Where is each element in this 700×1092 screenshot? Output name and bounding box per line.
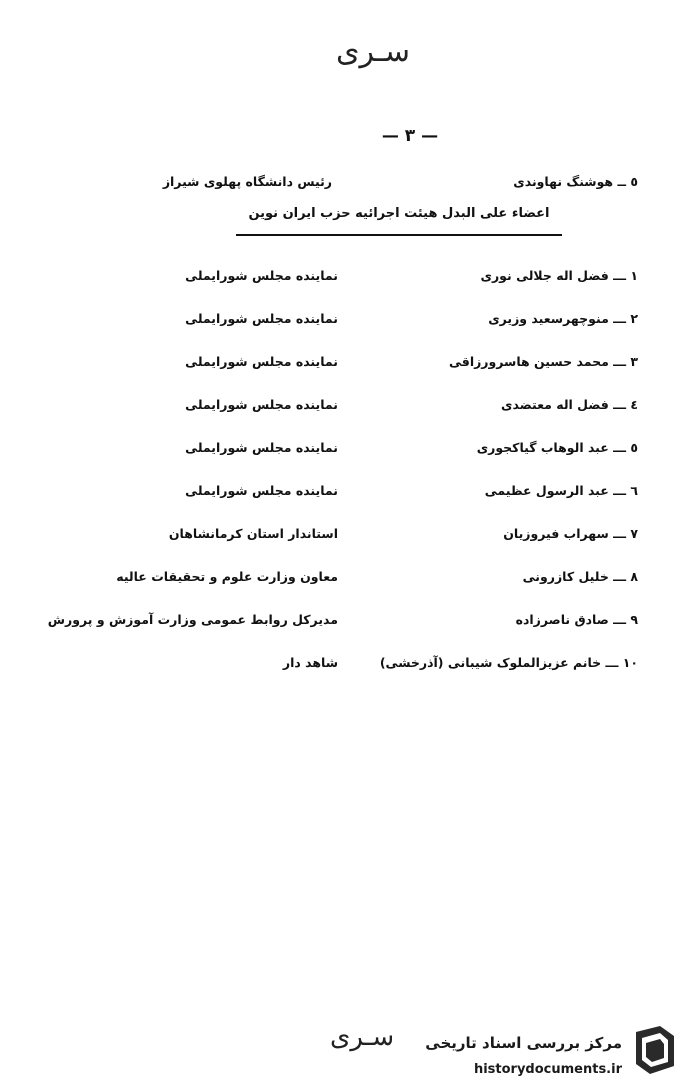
member-name	[516, 612, 638, 627]
member-role: نماینده مجلس شورایملی	[185, 397, 338, 412]
section-heading-underline	[236, 234, 562, 236]
member-row	[0, 393, 700, 423]
member-name-text: ـــ خانم عزیزالملوک شیبانی (آذرخشی)	[379, 655, 619, 670]
member-row	[0, 565, 700, 595]
member-number: ٥	[630, 440, 638, 455]
member-name	[523, 569, 638, 584]
member-name-text: ـــ صادق ناصرزاده	[515, 612, 626, 627]
archive-logo-icon	[630, 1022, 680, 1078]
member-row	[0, 264, 700, 294]
member-name-text: ـــ خلیل کازرونی	[522, 569, 626, 584]
member-role: نماینده مجلس شورایملی	[185, 440, 338, 455]
preface-name	[513, 174, 638, 189]
section-heading: اعضاء علی البدل هیئت اجرائیه حزب ایران نوین	[248, 206, 550, 221]
member-name	[485, 483, 638, 498]
member-name-text: ـــ منوچهرسعید وزیری	[488, 311, 626, 326]
member-role: نماینده مجلس شورایملی	[185, 311, 338, 326]
member-number: ١٠	[622, 655, 638, 670]
member-row	[0, 307, 700, 337]
member-name-text: ـــ فضل اله جلالی نوری	[480, 268, 626, 283]
preface-number: ٥	[630, 174, 638, 189]
classification-stamp-bottom: سـری	[330, 1022, 395, 1052]
member-number: ٢	[630, 311, 638, 326]
member-role: نماینده مجلس شورایملی	[185, 354, 338, 369]
member-number: ٦	[630, 483, 638, 498]
watermark-url: historydocuments.ir	[473, 1062, 622, 1077]
member-role: استاندار استان کرمانشاهان	[168, 526, 338, 541]
member-number: ٩	[630, 612, 638, 627]
member-name	[488, 311, 638, 326]
member-row	[0, 436, 700, 466]
member-name-text: ـــ محمد حسین هاسرورزاقی	[448, 354, 626, 369]
member-row	[0, 350, 700, 380]
preface-role: رئیس دانشگاه پهلوی شیراز	[162, 174, 332, 189]
member-role: معاون وزارت علوم و تحقیقات عالیه	[116, 569, 338, 584]
member-name	[449, 354, 638, 369]
preface-row	[0, 170, 700, 200]
member-number: ٤	[630, 397, 638, 412]
member-role: مدیرکل روابط عمومی وزارت آموزش و پرورش	[47, 612, 338, 627]
member-name	[380, 655, 638, 670]
member-name	[501, 397, 638, 412]
member-number: ٨	[630, 569, 638, 584]
classification-stamp-top: سـری	[336, 34, 410, 69]
member-name-text: ـــ عبد الرسول عظیمی	[484, 483, 626, 498]
member-name-text: ـــ فضل اله معتضدی	[501, 397, 626, 412]
member-name	[481, 268, 638, 283]
member-number: ٧	[630, 526, 638, 541]
member-number: ١	[630, 268, 638, 283]
member-row	[0, 479, 700, 509]
member-name	[503, 526, 638, 541]
watermark-title: مرکز بررسی اسناد تاریخی	[425, 1034, 622, 1052]
member-role: نماینده مجلس شورایملی	[185, 268, 338, 283]
member-row	[0, 522, 700, 552]
member-number: ٣	[630, 354, 638, 369]
member-name	[477, 440, 638, 455]
member-name-text: ـــ عبد الوهاب گیاکجوری	[476, 440, 626, 455]
member-row	[0, 651, 700, 681]
member-role: شاهد دار	[282, 655, 338, 670]
preface-name-text: ــ هوشنگ نهاوندی	[513, 174, 626, 189]
member-role: نماینده مجلس شورایملی	[185, 483, 338, 498]
member-name-text: ـــ سهراب فیروزیان	[503, 526, 626, 541]
page-number: — ٣ —	[381, 126, 439, 146]
member-row	[0, 608, 700, 638]
